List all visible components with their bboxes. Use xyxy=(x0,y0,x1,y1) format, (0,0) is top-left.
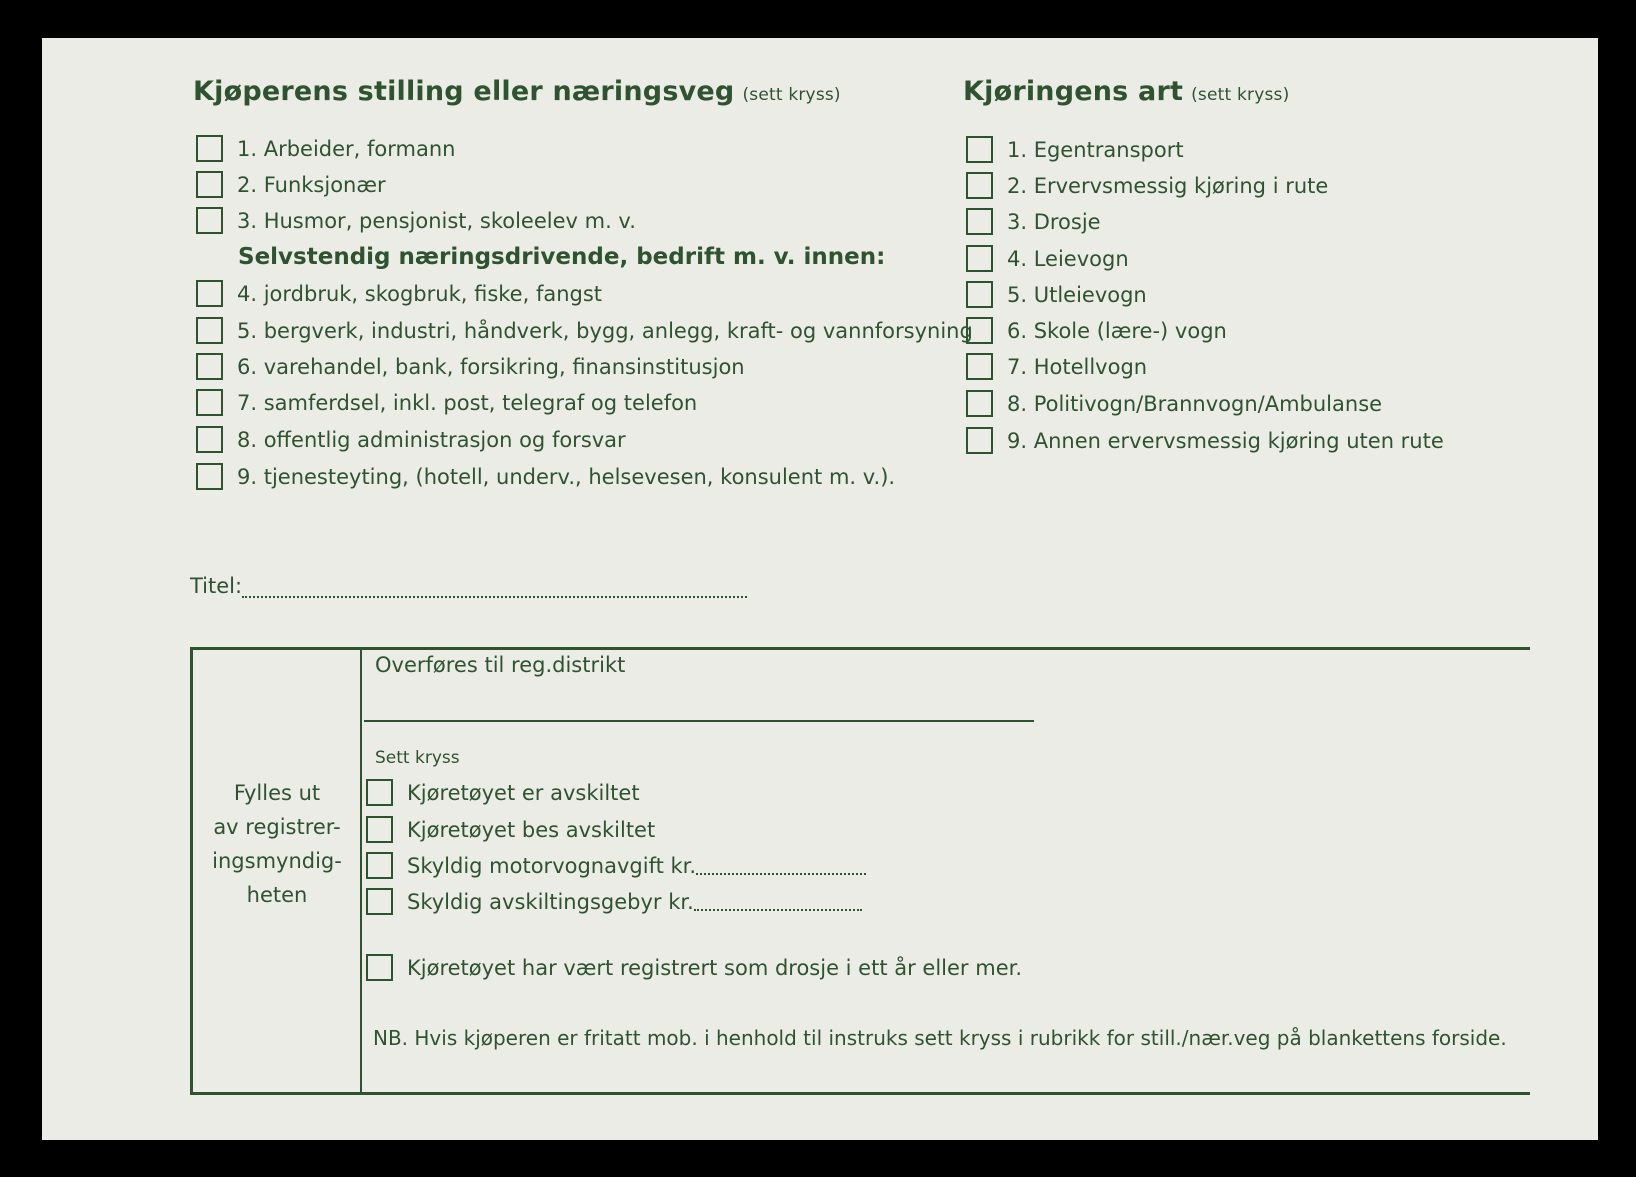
occupation-item-8[interactable] xyxy=(196,426,626,453)
driving-item-9[interactable] xyxy=(966,427,1444,454)
checkbox[interactable] xyxy=(196,135,223,162)
occupation-label: 7. samferdsel, inkl. post, telegraf og telefon xyxy=(237,390,698,415)
checkbox[interactable] xyxy=(966,136,993,163)
driving-type-note: (sett kryss) xyxy=(1191,85,1290,105)
occupation-label: 1. Arbeider, formann xyxy=(237,136,456,161)
deregister-request-check[interactable] xyxy=(366,816,655,843)
occupation-item-3[interactable] xyxy=(196,207,636,234)
check-label: Kjøretøyet bes avskiltet xyxy=(407,817,656,842)
checkbox[interactable] xyxy=(196,353,223,380)
checkbox[interactable] xyxy=(366,816,393,843)
checkbox[interactable] xyxy=(966,245,993,272)
occupation-label: 4. jordbruk, skogbruk, fiske, fangst xyxy=(237,281,603,306)
registration-authority-label xyxy=(196,776,358,912)
deregistered-check[interactable] xyxy=(366,779,640,806)
driving-item-4[interactable] xyxy=(966,245,1129,272)
owed-plate-fee-check[interactable] xyxy=(366,888,862,915)
checkbox[interactable] xyxy=(366,852,393,879)
checkbox[interactable] xyxy=(966,353,993,380)
driving-label: 1. Egentransport xyxy=(1007,137,1184,162)
checkbox[interactable] xyxy=(366,954,393,981)
checkbox[interactable] xyxy=(196,426,223,453)
self-employed-subheading: Selvstendig næringsdrivende, bedrift m. v. innen: xyxy=(238,244,886,270)
amount-line[interactable] xyxy=(696,857,866,875)
box-divider xyxy=(360,649,362,1093)
check-note: Sett kryss xyxy=(375,748,460,768)
registered-as-taxi-check[interactable] xyxy=(366,954,1022,981)
box-top-border xyxy=(191,647,1530,650)
driving-item-5[interactable] xyxy=(966,281,1147,308)
checkbox[interactable] xyxy=(966,390,993,417)
checkbox[interactable] xyxy=(966,172,993,199)
side-label-line: heten xyxy=(246,883,308,907)
check-label: Skyldig avskiltingsgebyr kr. xyxy=(407,889,694,914)
box-bottom-border xyxy=(191,1092,1530,1095)
driving-item-7[interactable] xyxy=(966,353,1147,380)
checkbox[interactable] xyxy=(966,281,993,308)
driving-label: 4. Leievogn xyxy=(1007,246,1129,271)
box-left-border xyxy=(190,647,193,1095)
driving-item-6[interactable] xyxy=(966,317,1227,344)
title-field[interactable] xyxy=(190,574,747,598)
buyer-occupation-title: Kjøperens stilling eller næringsveg xyxy=(193,76,735,107)
occupation-label: 5. bergverk, industri, håndverk, bygg, anlegg, kraft- og vannforsyning xyxy=(237,318,973,343)
occupation-item-5[interactable] xyxy=(196,317,973,344)
checkbox[interactable] xyxy=(966,317,993,344)
checkbox[interactable] xyxy=(366,779,393,806)
driving-label: 5. Utleievogn xyxy=(1007,282,1147,307)
checkbox[interactable] xyxy=(966,427,993,454)
occupation-item-2[interactable] xyxy=(196,171,386,198)
side-label-line: Fylles ut xyxy=(233,781,321,805)
check-label: Kjøretøyet har vært registrert som drosje i ett år eller mer. xyxy=(407,955,1022,980)
checkbox[interactable] xyxy=(966,208,993,235)
driving-type-heading xyxy=(963,76,1289,107)
checkbox[interactable] xyxy=(196,463,223,490)
occupation-item-9[interactable] xyxy=(196,463,895,490)
driving-item-3[interactable] xyxy=(966,208,1101,235)
check-label: Kjøretøyet er avskiltet xyxy=(407,780,640,805)
checkbox[interactable] xyxy=(196,280,223,307)
driving-label: 3. Drosje xyxy=(1007,209,1101,234)
check-label: Skyldig motorvognavgift kr. xyxy=(407,853,697,878)
buyer-occupation-heading xyxy=(193,76,841,107)
owed-vehicle-tax-check[interactable] xyxy=(366,852,866,879)
title-field-line[interactable] xyxy=(242,580,747,598)
occupation-item-6[interactable] xyxy=(196,353,745,380)
amount-line[interactable] xyxy=(694,893,862,911)
checkbox[interactable] xyxy=(196,317,223,344)
occupation-label: 2. Funksjonær xyxy=(237,172,386,197)
driving-item-8[interactable] xyxy=(966,390,1382,417)
driving-label: 7. Hotellvogn xyxy=(1007,354,1148,379)
side-label-line: av registrer- xyxy=(213,815,341,839)
occupation-item-7[interactable] xyxy=(196,389,697,416)
occupation-item-1[interactable] xyxy=(196,135,455,162)
driving-label: 8. Politivogn/Brannvogn/Ambulanse xyxy=(1007,391,1383,416)
occupation-label: 8. offentlig administrasjon og forsvar xyxy=(237,427,626,452)
driving-label: 2. Ervervsmessig kjøring i rute xyxy=(1007,173,1329,198)
checkbox[interactable] xyxy=(196,171,223,198)
nb-note: NB. Hvis kjøperen er fritatt mob. i henhold til instruks sett kryss i rubrikk for still./nær.veg på blankettens forside. xyxy=(373,1026,1507,1050)
transfer-district-label: Overføres til reg.distrikt xyxy=(375,653,626,677)
title-field-label: Titel: xyxy=(190,574,243,598)
occupation-label: 6. varehandel, bank, forsikring, finansinstitusjon xyxy=(237,354,745,379)
driving-label: 6. Skole (lære-) vogn xyxy=(1007,318,1227,343)
transfer-district-line[interactable] xyxy=(364,720,1034,722)
driving-item-2[interactable] xyxy=(966,172,1328,199)
occupation-label: 9. tjenesteyting, (hotell, underv., helsevesen, konsulent m. v.). xyxy=(237,464,896,489)
occupation-item-4[interactable] xyxy=(196,280,602,307)
checkbox[interactable] xyxy=(366,888,393,915)
buyer-occupation-note: (sett kryss) xyxy=(742,85,841,105)
driving-type-title: Kjøringens art xyxy=(963,76,1184,107)
checkbox[interactable] xyxy=(196,389,223,416)
checkbox[interactable] xyxy=(196,207,223,234)
driving-label: 9. Annen ervervsmessig kjøring uten rute xyxy=(1007,428,1444,453)
side-label-line: ingsmyndig- xyxy=(212,849,342,873)
occupation-label: 3. Husmor, pensjonist, skoleelev m. v. xyxy=(237,208,636,233)
driving-item-1[interactable] xyxy=(966,136,1184,163)
